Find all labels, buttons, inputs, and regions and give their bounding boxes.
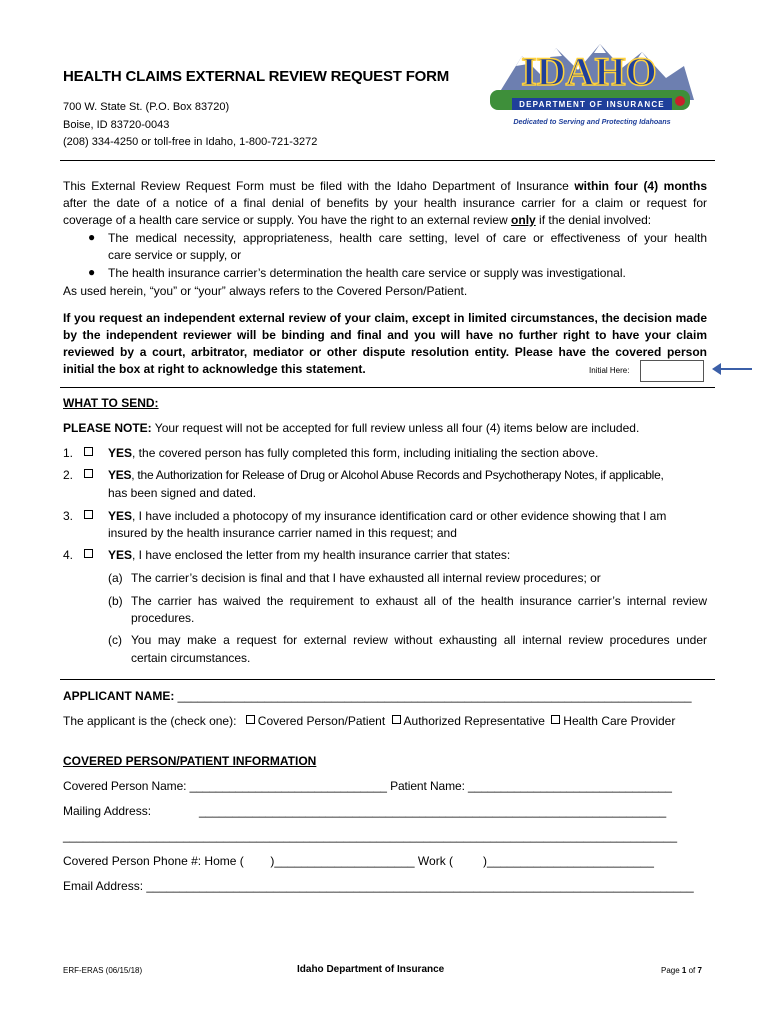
statement-line-1: If you request an independent external review of your claim, except in limited circumstances, the decision made xyxy=(63,311,707,325)
option-authorized-rep[interactable] xyxy=(392,714,545,728)
item-2-text xyxy=(108,467,664,485)
sub-c-text-cont: certain circumstances. xyxy=(131,651,251,665)
item-1-text xyxy=(108,445,598,463)
statement-line-4: initial the box at right to acknowledge this statement. xyxy=(63,362,366,376)
idaho-doi-logo xyxy=(482,38,696,132)
item-3-checkbox[interactable] xyxy=(84,508,96,526)
bullet-icon: ● xyxy=(88,265,96,279)
arrow-left-icon-line xyxy=(718,368,752,370)
item-1-checkbox[interactable] xyxy=(84,445,96,463)
applicant-name-field[interactable]: _____________________________________________________________________________ xyxy=(174,689,692,703)
item-text: , the Authorization for Release of Drug or Alcohol Abuse Records and Psychotherapy Notes, if applicable, xyxy=(131,468,664,482)
item-text: , I have enclosed the letter from my health insurance carrier that states: xyxy=(132,548,511,562)
form-title: HEALTH CLAIMS EXTERNAL REVIEW REQUEST FORM xyxy=(63,68,450,85)
email-row[interactable]: Email Address: __________________________________________________________________________________ xyxy=(63,879,694,893)
footer-department: Idaho Department of Insurance xyxy=(297,964,445,975)
intro-line-1 xyxy=(63,178,707,196)
deadline-text: within four (4) months xyxy=(574,179,707,193)
intro-line-3 xyxy=(63,212,707,230)
item-number: 1. xyxy=(63,446,74,460)
form-code: ERF-ERAS (06/15/18) xyxy=(63,966,143,975)
option-health-care-provider[interactable] xyxy=(551,714,675,728)
item-4-text xyxy=(108,547,510,565)
sub-b-text-cont: procedures. xyxy=(131,611,195,625)
item-4-checkbox[interactable] xyxy=(84,547,96,565)
address-line-2: Boise, ID 83720-0043 xyxy=(63,119,170,131)
item-number: 2. xyxy=(63,468,74,482)
yes-label: YES xyxy=(108,509,133,523)
applicant-type-label: The applicant is the (check one): xyxy=(63,714,237,728)
what-to-send-heading: WHAT TO SEND: xyxy=(63,396,159,410)
sub-a-text: The carrier’s decision is final and that I have exhausted all internal review procedures; or xyxy=(131,571,601,585)
sub-label: (a) xyxy=(108,571,123,585)
option-label: Health Care Provider xyxy=(563,714,676,728)
only-emphasis: only xyxy=(511,213,536,227)
bullet-icon: ● xyxy=(88,230,96,244)
statement-line-3: reviewed by a court, arbitrator, mediator or other dispute resolution entity. Please have the covered person xyxy=(63,345,707,359)
initial-input-box[interactable] xyxy=(640,360,704,382)
phone-row[interactable]: Covered Person Phone #: Home ( )_____________________ Work ( )_________________________ xyxy=(63,854,654,868)
item-3-text xyxy=(108,508,666,526)
item-text: , the covered person has fully completed this form, including initialing the section above. xyxy=(132,446,599,460)
intro-text: This External Review Request Form must be filed with the Idaho Department of Insurance xyxy=(63,179,575,193)
option-label: Authorized Representative xyxy=(403,714,545,728)
page-current: 1 xyxy=(681,966,687,975)
checkbox-icon xyxy=(246,715,255,724)
intro-line-2: after the date of a notice of a final denial of benefits by your health insurance carrier for a claim or request for xyxy=(63,196,707,210)
logo-idaho-text: IDAHO xyxy=(521,49,657,94)
please-note-text: Your request will not be accepted for full review unless all four (4) items below are included. xyxy=(151,421,640,435)
please-note xyxy=(63,420,639,438)
applicant-name-label: APPLICANT NAME: xyxy=(63,689,175,703)
bullet-2: The health insurance carrier’s determination the health care service or supply was investigational. xyxy=(108,266,626,280)
logo-tagline: Dedicated to Serving and Protecting Idahoans xyxy=(513,117,671,126)
item-number: 4. xyxy=(63,548,74,562)
bullet-1-line-1: The medical necessity, appropriateness, health care setting, level of care or effectiveness of your health xyxy=(108,231,707,245)
yes-label: YES xyxy=(108,548,133,562)
page-of: of xyxy=(686,966,698,975)
mailing-address-field[interactable]: ______________________________________________________________________ xyxy=(199,804,667,818)
address-line-1: 700 W. State St. (P.O. Box 83720) xyxy=(63,101,230,113)
please-note-label: PLEASE NOTE: xyxy=(63,421,152,435)
yes-label: YES xyxy=(108,468,132,482)
as-used-note: As used herein, “you” or “your” always refers to the Covered Person/Patient. xyxy=(63,284,468,298)
bullet-1-line-2: care service or supply, or xyxy=(108,248,242,262)
initial-here-label: Initial Here: xyxy=(589,366,630,375)
address-line-3: (208) 334-4250 or toll-free in Idaho, 1-800-721-3272 xyxy=(63,136,318,148)
page-total: 7 xyxy=(697,966,702,975)
covered-name-row[interactable]: Covered Person Name: ______________________________ Patient Name: _______________________________ xyxy=(63,779,672,793)
checkbox-icon xyxy=(392,715,401,724)
option-covered-person[interactable] xyxy=(246,714,385,728)
checkbox-icon xyxy=(551,715,560,724)
mailing-address-field-2[interactable]: ____________________________________________________________________________________________ xyxy=(63,829,677,843)
page-prefix: Page xyxy=(661,966,682,975)
intro-text: coverage of a health care service or supply. You have the right to an external review xyxy=(63,213,512,227)
applicant-type-row xyxy=(63,713,675,731)
item-number: 3. xyxy=(63,509,74,523)
item-2-checkbox[interactable] xyxy=(84,467,96,485)
item-3-text-cont: insured by the health insurance carrier named in this request; and xyxy=(108,526,457,540)
yes-label: YES xyxy=(108,446,133,460)
item-text: , I have included a photocopy of my insurance identification card or other evidence showing that I am xyxy=(132,509,667,523)
applicant-name-row xyxy=(63,688,692,706)
sub-label: (c) xyxy=(108,633,122,647)
item-2-text-cont: has been signed and dated. xyxy=(108,486,257,500)
page-number xyxy=(661,966,702,975)
intro-text: if the denial involved: xyxy=(535,213,652,227)
sub-b-text: The carrier has waived the requirement to exhaust all of the health insurance carrier’s internal review xyxy=(131,594,707,608)
sub-c-text: You may make a request for external review without exhausting all internal review procedures under xyxy=(131,633,707,647)
section-divider xyxy=(60,679,715,680)
header-divider xyxy=(60,160,715,161)
covered-person-heading: COVERED PERSON/PATIENT INFORMATION xyxy=(63,754,317,768)
mailing-address-label: Mailing Address: xyxy=(63,804,152,818)
logo-department-text: DEPARTMENT OF INSURANCE xyxy=(519,100,665,109)
option-label: Covered Person/Patient xyxy=(257,714,386,728)
statement-line-2: by the independent reviewer will be binding and final and you will have no further right to have your claim xyxy=(63,328,707,342)
sub-label: (b) xyxy=(108,594,123,608)
section-divider xyxy=(60,387,715,388)
